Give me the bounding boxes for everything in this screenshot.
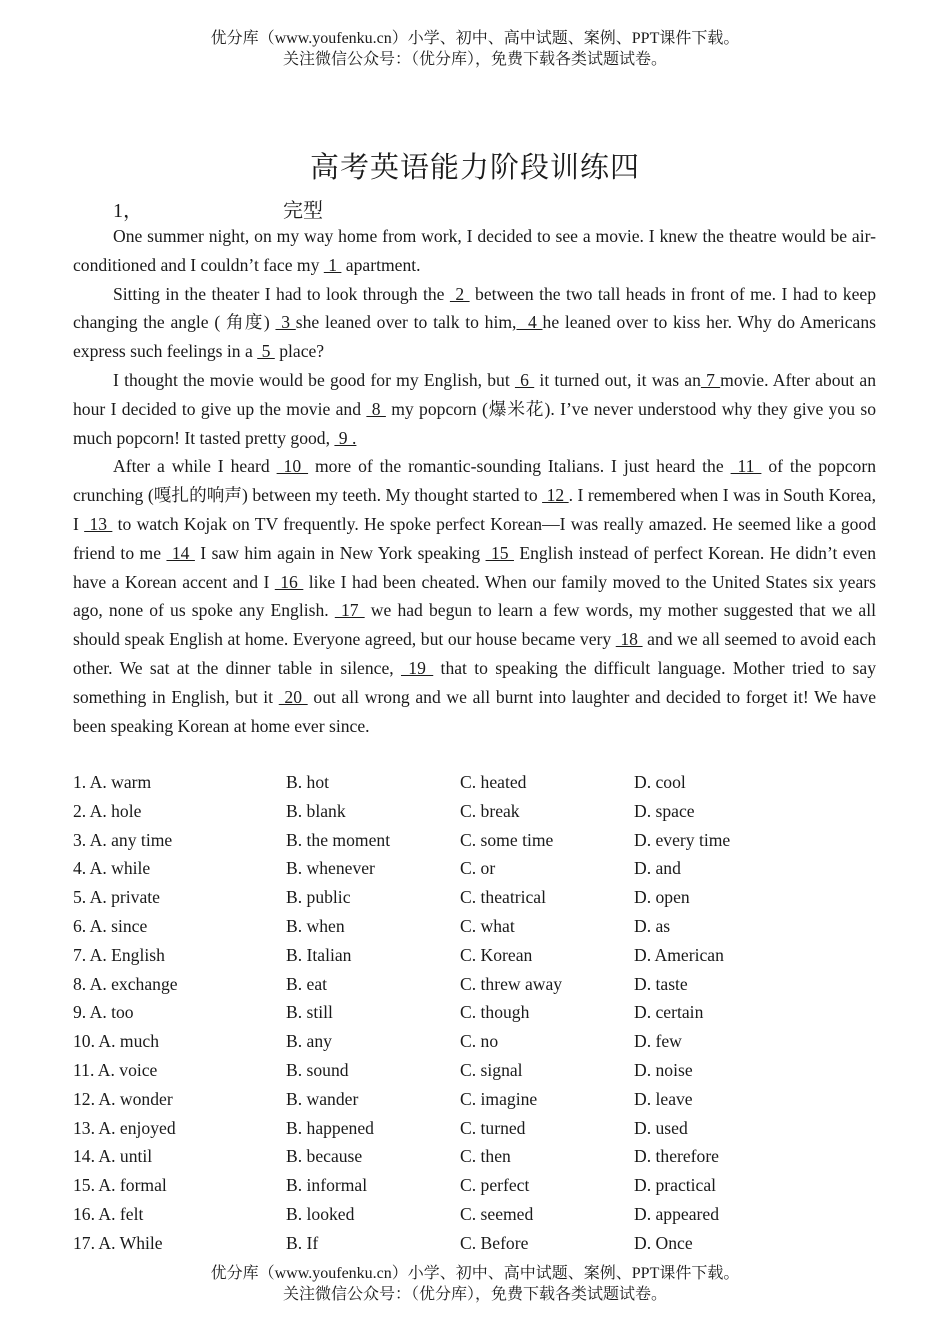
option-choice: D. certain [634,1002,704,1023]
passage-text: my popcorn (爆米花). I’ve never understood why they give you so much popcorn! It tasted pretty good, [73,398,876,448]
option-choice: C. imagine [460,1088,538,1109]
option-choice: C. theatrical [460,887,546,908]
cloze-blank: 16 [274,571,304,592]
section-number: 1， [113,200,143,222]
option-choice: 11. A. voice [73,1059,158,1080]
footer-line-1: 优分库（www.youfenku.cn）小学、初中、高中试题、案例、PPT课件下载。 [210,1265,740,1282]
option-choice: 2. A. hole [73,800,142,821]
option-row [73,1229,876,1258]
passage-text: apartment. [341,254,421,275]
option-choice: 15. A. formal [73,1175,167,1196]
cloze-blank: 9 . [334,427,357,448]
cloze-blank: 13 [84,513,113,534]
passage-text: Sitting in the theater I had to look through the [113,283,450,304]
passage-text: place? [274,341,325,362]
option-choice: C. Before [460,1232,529,1253]
header-line-1: 优分库（www.youfenku.cn）小学、初中、高中试题、案例、PPT课件下载。 [210,30,740,47]
option-row [73,1056,876,1085]
option-choice: C. no [460,1031,499,1052]
option-choice: C. though [460,1002,530,1023]
option-choice: B. wander [286,1088,359,1109]
cloze-blank: 17 [334,600,365,621]
footer-line-2: 关注微信公众号：（优分库），免费下载各类试题试卷。 [282,1286,667,1303]
option-choice: 17. A. While [73,1232,163,1253]
option-choice: D. used [634,1117,688,1138]
option-choice: D. Once [634,1232,693,1253]
passage-paragraph [73,366,876,452]
cloze-blank: 6 [514,369,535,390]
passage-paragraph [73,452,876,740]
option-choice: B. still [286,1002,333,1023]
passage-text: more of the romantic-sounding Italians. I just heard the [308,456,731,477]
passage-text: that to speaking the difficult language. Mother tried to say something in English, but it [73,657,877,707]
option-choice: B. happened [286,1117,374,1138]
option-choice: B. If [286,1232,319,1253]
option-row [73,883,876,912]
cloze-blank: 5 [257,341,275,362]
option-choice: B. public [286,887,351,908]
option-choice: D. practical [634,1175,717,1196]
page-footer [0,1263,950,1305]
cloze-blank: 10 [276,456,309,477]
option-choice: 16. A. felt [73,1203,144,1224]
option-choice: 13. A. enjoyed [73,1117,176,1138]
option-row [73,797,876,826]
option-choice: 9. A. too [73,1002,134,1023]
option-choice: 10. A. much [73,1031,160,1052]
cloze-blank: 1 [323,254,342,275]
option-choice: 5. A. private [73,887,160,908]
option-choice: D. few [634,1031,682,1052]
passage-text: I saw him again in New York speaking [194,542,486,563]
cloze-blank: 15 [485,542,514,563]
passage-text: movie. After about an hour I decided to give up the movie and [73,369,877,419]
option-row [73,970,876,999]
option-choice: 14. A. until [73,1146,153,1167]
option-choice: D. open [634,887,690,908]
option-choice: B. whenever [286,858,375,879]
option-row [73,1085,876,1114]
option-choice: C. or [460,858,496,879]
option-choice: 7. A. English [73,944,165,965]
option-choice: D. every time [634,829,731,850]
option-choice: B. when [286,915,345,936]
header-line-2: 关注微信公众号：（优分库），免费下载各类试题试卷。 [282,51,667,68]
page-header [0,28,950,70]
option-choice: D. appeared [634,1203,719,1224]
passage-text: like I had been cheated. When our family moved to the United States six years ago, none of us spoke any English. [73,571,877,621]
option-choice: C. seemed [460,1203,534,1224]
cloze-blank: 19 [400,657,434,678]
option-choice: 6. A. since [73,915,148,936]
option-choice: B. the moment [286,829,391,850]
page-title: 高考英语能力阶段训练四 [309,152,640,184]
option-choice: B. any [286,1031,332,1052]
option-choice: C. what [460,915,515,936]
passage-paragraph [73,280,876,366]
option-choice: D. leave [634,1088,693,1109]
option-row [73,912,876,941]
option-choice: C. break [460,800,520,821]
option-row [73,1142,876,1171]
cloze-blank: 20 [278,686,308,707]
option-row [73,1027,876,1056]
option-choice: C. signal [460,1059,523,1080]
option-choice: B. Italian [286,944,352,965]
cloze-blank: 11 [730,456,762,477]
option-choice: C. perfect [460,1175,530,1196]
passage-text: and we all seemed to avoid each other. We sat at the dinner table in silence, [73,629,877,678]
passage-text: between the two tall heads in front of me. I had to keep changing the angle ( 角度) [73,283,877,333]
cloze-blank: 14 [166,542,195,563]
option-choice: D. taste [634,973,688,994]
passage-text: to watch Kojak on TV frequently. He spoke perfect Korean—I was really amazed. He seemed like a good friend to me [73,513,877,563]
cloze-blank: 12 [542,485,569,506]
section-heading [113,194,323,223]
option-choice: D. space [634,800,695,821]
option-row [73,1171,876,1200]
option-choice: D. noise [634,1059,693,1080]
passage-text: . I remembered when I was in South Korea, I [73,485,876,534]
option-choice: D. American [634,944,724,965]
passage-text: it turned out, it was an [534,369,701,390]
option-choice: B. because [286,1146,363,1167]
passage-text: One summer night, on my way home from work, I decided to see a movie. I knew the theatre would be air-conditioned and I couldn’t face my [73,226,876,275]
option-choice: B. sound [286,1059,349,1080]
cloze-blank: 18 [615,629,643,650]
option-choice: D. therefore [634,1146,719,1167]
cloze-blank: 4 [516,312,543,333]
option-row [73,854,876,883]
passage-text: English instead of perfect Korean. He didn’t even have a Korean accent and I [73,542,877,592]
cloze-blank: 2 [449,283,470,304]
option-choice: B. looked [286,1203,355,1224]
option-choice: B. blank [286,800,346,821]
option-choice: B. eat [286,973,328,994]
option-choice: D. and [634,858,681,879]
option-choice: C. heated [460,772,527,792]
passage-text: I thought the movie would be good for my English, but [113,369,515,390]
option-choice: 8. A. exchange [73,973,178,994]
passage-text: he leaned over to kiss her. Why do Americans express such feelings in a [73,312,876,362]
passage-text: After a while I heard [113,456,277,477]
option-choice: C. turned [460,1117,526,1138]
option-choice: 1. A. warm [73,772,152,792]
section-label: 完型 [283,200,323,222]
option-row [73,998,876,1027]
option-choice: B. hot [286,772,330,792]
option-row [73,1114,876,1143]
passage-text: out all wrong and we all burnt into laughter and decided to forget it! We have been speaking Korean at home ever since. [73,686,877,736]
option-choice: 12. A. wonder [73,1088,173,1109]
passage-text: we had begun to learn a few words, my mother suggested that we all should speak English at home. Everyone agreed, but our house became very [73,600,876,650]
passage-text: she leaned over to talk to him, [295,312,517,333]
cloze-blank: 7 [700,369,721,390]
option-choice: D. cool [634,772,686,792]
passage-paragraph [73,222,876,280]
option-row [73,768,876,797]
option-choice: C. Korean [460,944,533,965]
option-row [73,826,876,855]
answer-options [73,768,876,1258]
cloze-blank: 3 [275,312,296,333]
option-choice: C. some time [460,829,554,850]
passage-text: of the popcorn crunching (嘎扎的响声) between my teeth. My thought started to [73,456,876,506]
cloze-passage [73,222,876,740]
option-choice: 4. A. while [73,858,151,879]
option-row [73,941,876,970]
option-row [73,1200,876,1229]
option-choice: B. informal [286,1175,368,1196]
option-choice: C. threw away [460,973,563,994]
option-choice: 3. A. any time [73,829,173,850]
cloze-blank: 8 [366,398,386,419]
option-choice: D. as [634,915,671,936]
option-choice: C. then [460,1146,511,1167]
